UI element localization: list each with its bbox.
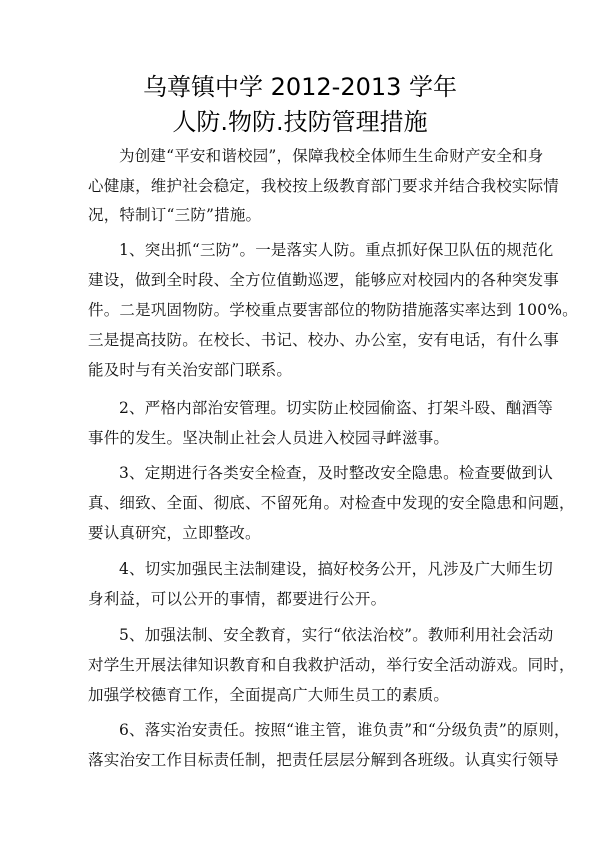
document-title-line-1: 乌尊镇中学 2012-2013 学年 [142,73,458,101]
body-line: 加强学校德育工作，全面提高广大师生员工的素质。 [88,686,450,704]
body-line: 能及时与有关治安部门联系。 [88,361,293,379]
body-line: 件。二是巩固物防。学校重点要害部位的物防措施落实率达到 100%。 [88,301,578,319]
body-line: 4、切实加强民主法制建设，搞好校务公开，凡涉及广大师生切 [119,560,553,578]
body-line: 事件的发生。坚决制止社会人员进入校园寻衅滋事。 [88,429,450,447]
body-line: 5、加强法制、安全教育，实行“依法治校”。教师利用社会活动 [119,626,554,644]
body-line: 身利益，可以公开的事情，都要进行公开。 [88,590,387,608]
body-line: 真、细致、全面、彻底、不留死角。对检查中发现的安全隐患和问题， [88,494,575,512]
body-line: 况，特制订“三防”措施。 [88,206,262,224]
body-line: 2、严格内部治安管理。切实防止校园偷盗、打架斗殴、酗酒等 [119,399,553,417]
document-title-line-2: 人防.物防.技防管理措施 [172,108,428,136]
body-line: 对学生开展法律知识教育和自我救护活动，举行安全活动游戏。同时， [88,656,575,674]
body-line: 建设，做到全时段、全方位值勤巡逻，能够应对校园内的各种突发事 [88,271,560,289]
body-line: 6、落实治安责任。按照“谁主管，谁负责”和“分级负责”的原则， [119,721,570,739]
body-line: 三是提高技防。在校长、书记、校办、办公室，安有电话，有什么事 [88,331,560,349]
body-line: 落实治安工作目标责任制，把责任层层分解到各班级。认真实行领导 [88,751,560,769]
body-line: 心健康，维护社会稳定，我校按上级教育部门要求并结合我校实际情 [88,177,560,195]
body-line: 要认真研究，立即整改。 [88,524,261,542]
body-line: 为创建“平安和谐校园”，保障我校全体师生生命财产安全和身 [119,147,544,165]
body-line: 3、定期进行各类安全检查，及时整改安全隐患。检查要做到认 [119,464,553,482]
body-line: 1、突出抓“三防”。一是落实人防。重点抓好保卫队伍的规范化 [119,241,554,259]
